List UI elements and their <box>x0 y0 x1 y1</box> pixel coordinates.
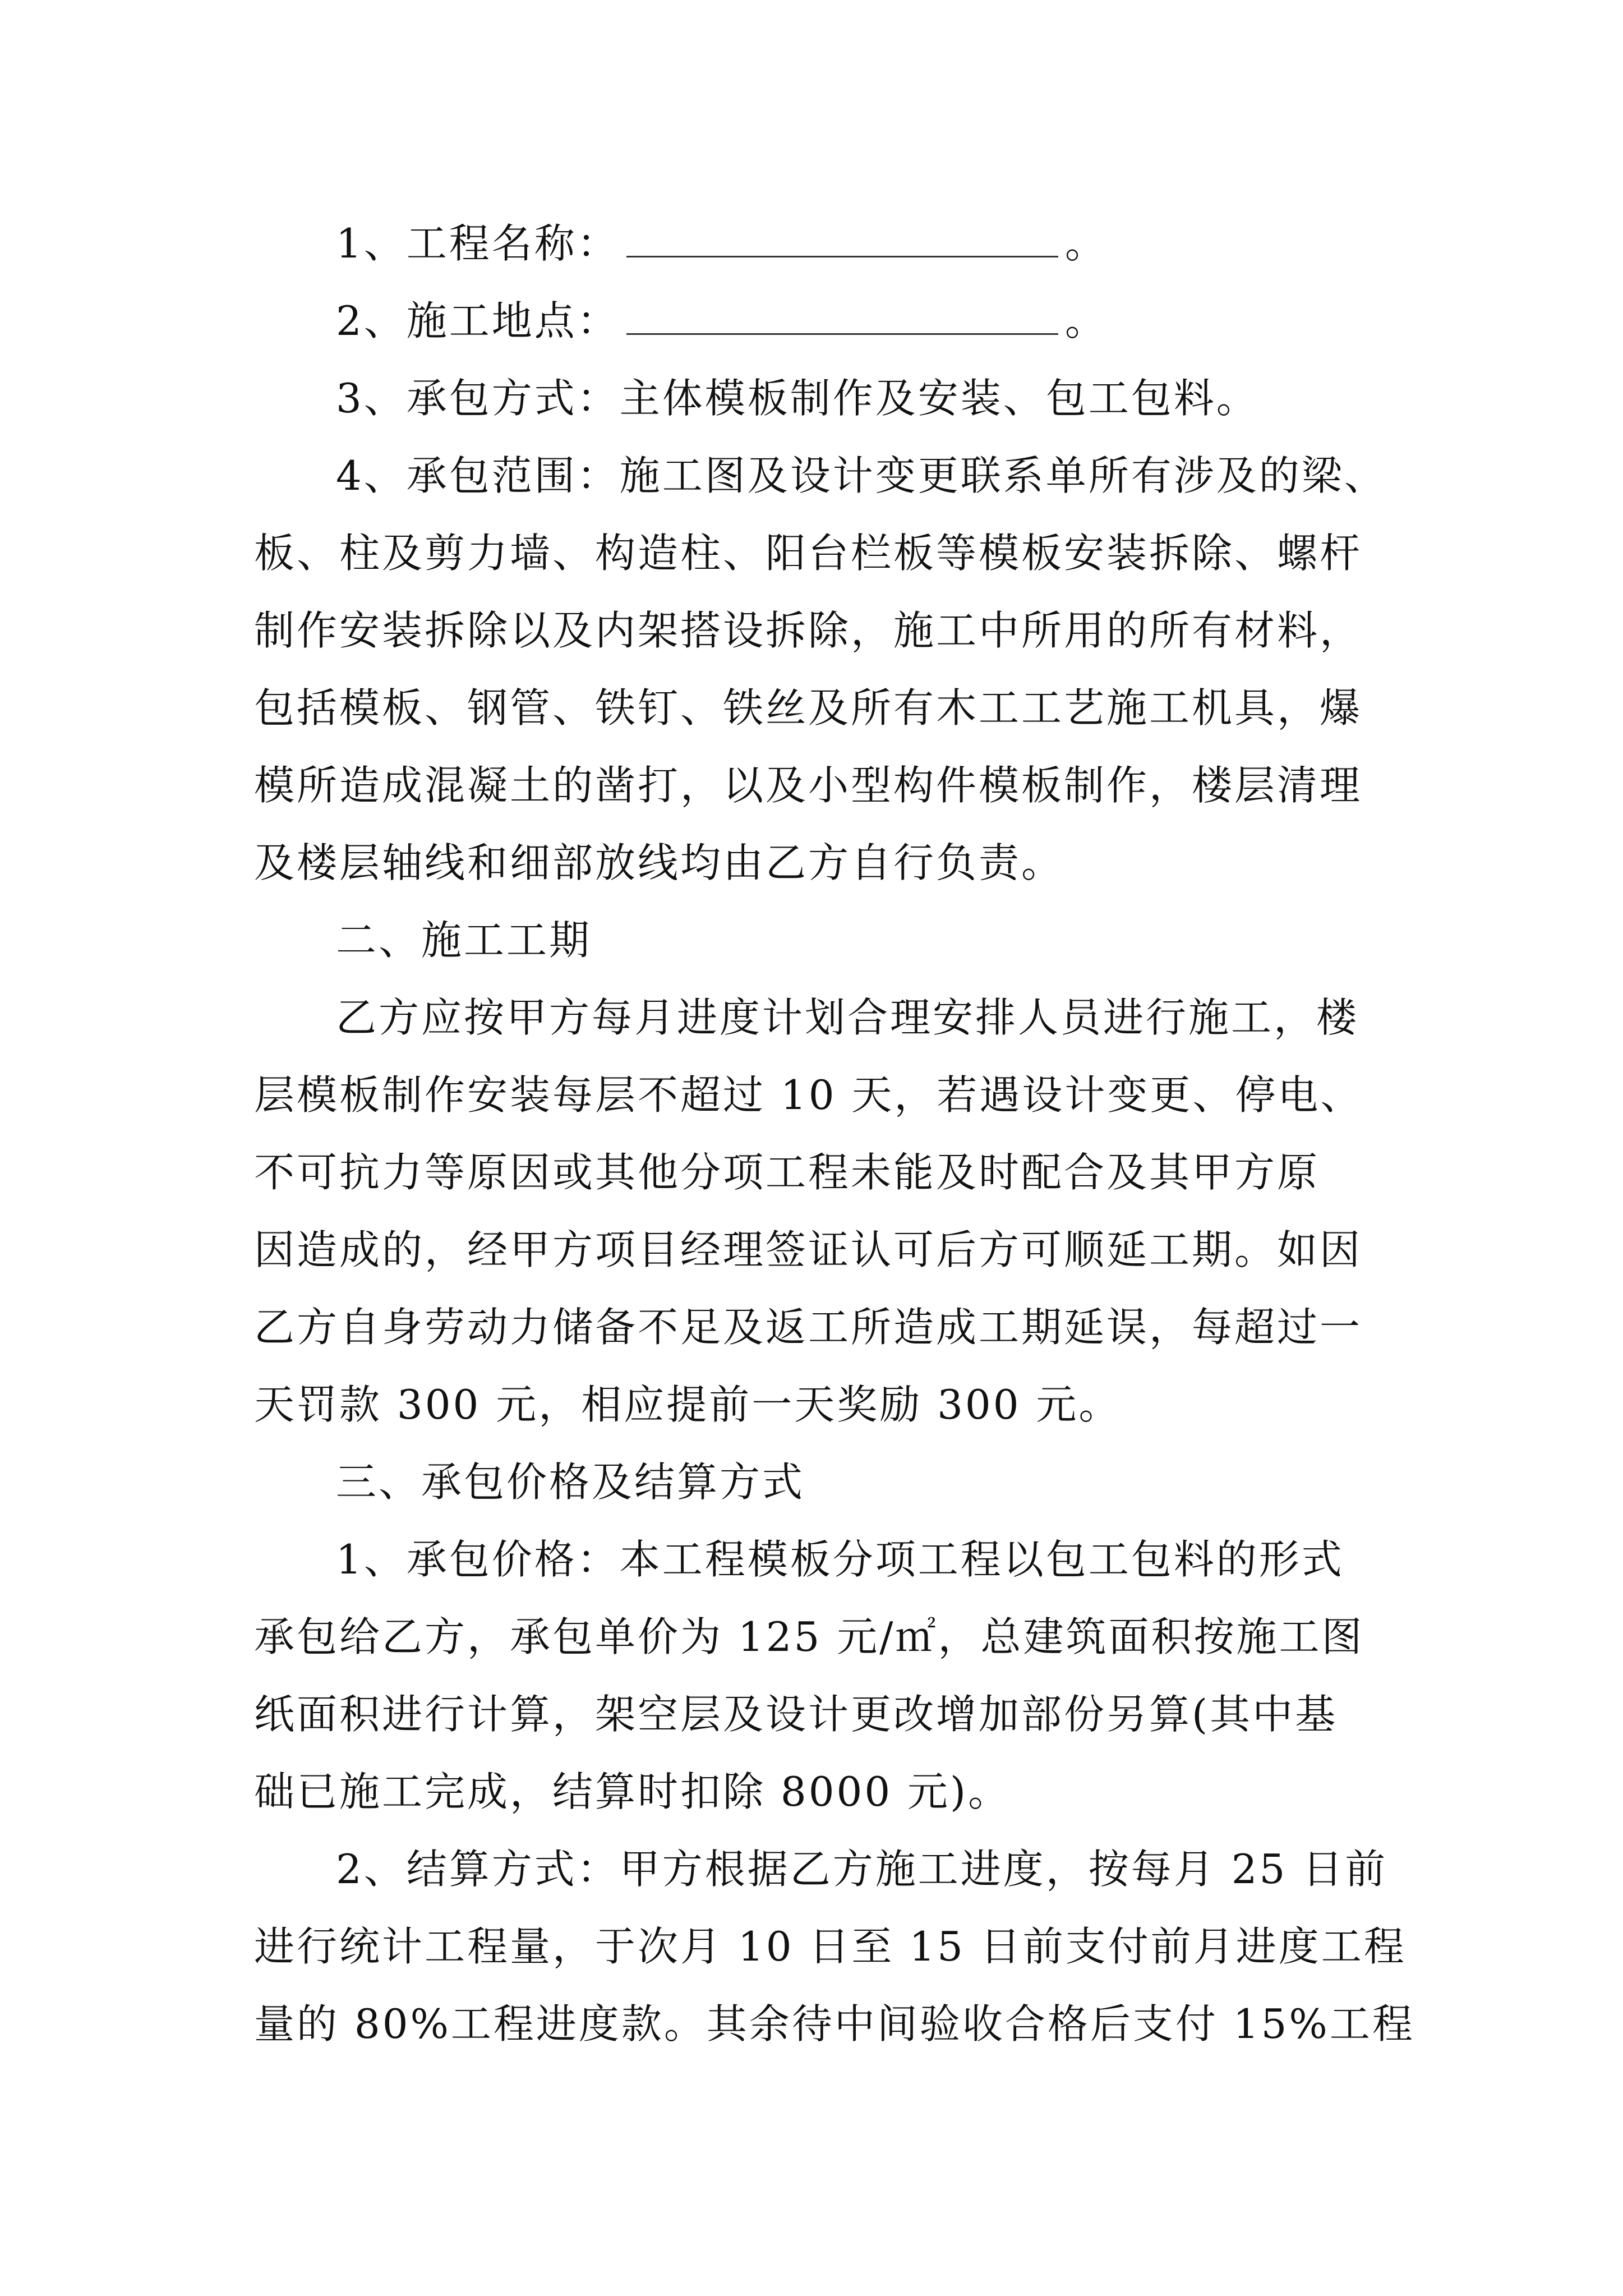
section-heading-price: 三、承包价格及结算方式 <box>336 1458 805 1506</box>
schedule-line: 层模板制作安装每层不超过 10 天，若遇设计变更、停电、 <box>254 1071 1363 1119</box>
schedule-line: 天罚款 300 元，相应提前一天奖励 300 元。 <box>254 1381 1122 1428</box>
price-line: 础已施工完成，结算时扣除 8000 元)。 <box>254 1768 1011 1815</box>
price-line: 1、承包价格：本工程模板分项工程以包工包料的形式 <box>336 1536 1344 1583</box>
contract-mode-line: 3、承包方式：主体模板制作及安装、包工包料。 <box>336 375 1259 422</box>
project-name-blank <box>626 222 1058 257</box>
site-line <box>254 282 1376 360</box>
site-blank <box>626 300 1058 335</box>
scope-line: 及楼层轴线和细部放线均由乙方自行负责。 <box>254 839 1064 886</box>
schedule-line: 乙方应按甲方每月进度计划合理安排人员进行施工，楼 <box>336 994 1359 1041</box>
settlement-line: 量的 80%工程进度款。其余待中间验收合格后支付 15%工程 <box>254 2000 1415 2047</box>
document-page <box>254 205 1415 2063</box>
schedule-line: 不可抗力等原因或其他分项工程未能及时配合及其甲方原 <box>254 1149 1320 1196</box>
schedule-line: 因造成的，经甲方项目经理签证认可后方可顺延工期。如因 <box>254 1226 1363 1273</box>
project-name-line <box>254 205 1376 282</box>
site-label: 2、施工地点： <box>336 297 620 344</box>
scope-line: 制作安装拆除以及内架搭设拆除，施工中所用的所有材料， <box>254 607 1363 654</box>
project-name-end: 。 <box>1064 220 1108 267</box>
project-name-label: 1、工程名称： <box>336 220 620 267</box>
section-heading-schedule: 二、施工工期 <box>336 917 592 964</box>
scope-line: 包括模板、钢管、铁钉、铁丝及所有木工工艺施工机具，爆 <box>254 684 1363 731</box>
schedule-line: 乙方自身劳动力储备不足及返工所造成工期延误，每超过一 <box>254 1304 1363 1351</box>
scope-line: 4、承包范围：施工图及设计变更联系单所有涉及的梁、 <box>336 452 1387 499</box>
scope-line: 板、柱及剪力墙、构造柱、阳台栏板等模板安装拆除、螺杆 <box>254 530 1363 577</box>
scope-line: 模所造成混凝土的凿打，以及小型构件模板制作，楼层清理 <box>254 762 1363 809</box>
price-line: 纸面积进行计算，架空层及设计更改增加部份另算(其中基 <box>254 1691 1338 1738</box>
site-end: 。 <box>1064 297 1108 344</box>
price-line: 承包给乙方，承包单价为 125 元/㎡，总建筑面积按施工图 <box>254 1613 1364 1660</box>
settlement-line: 2、结算方式：甲方根据乙方施工进度，按每月 25 日前 <box>336 1846 1388 1893</box>
settlement-line: 进行统计工程量，于次月 10 日至 15 日前支付前月进度工程 <box>254 1923 1407 1970</box>
